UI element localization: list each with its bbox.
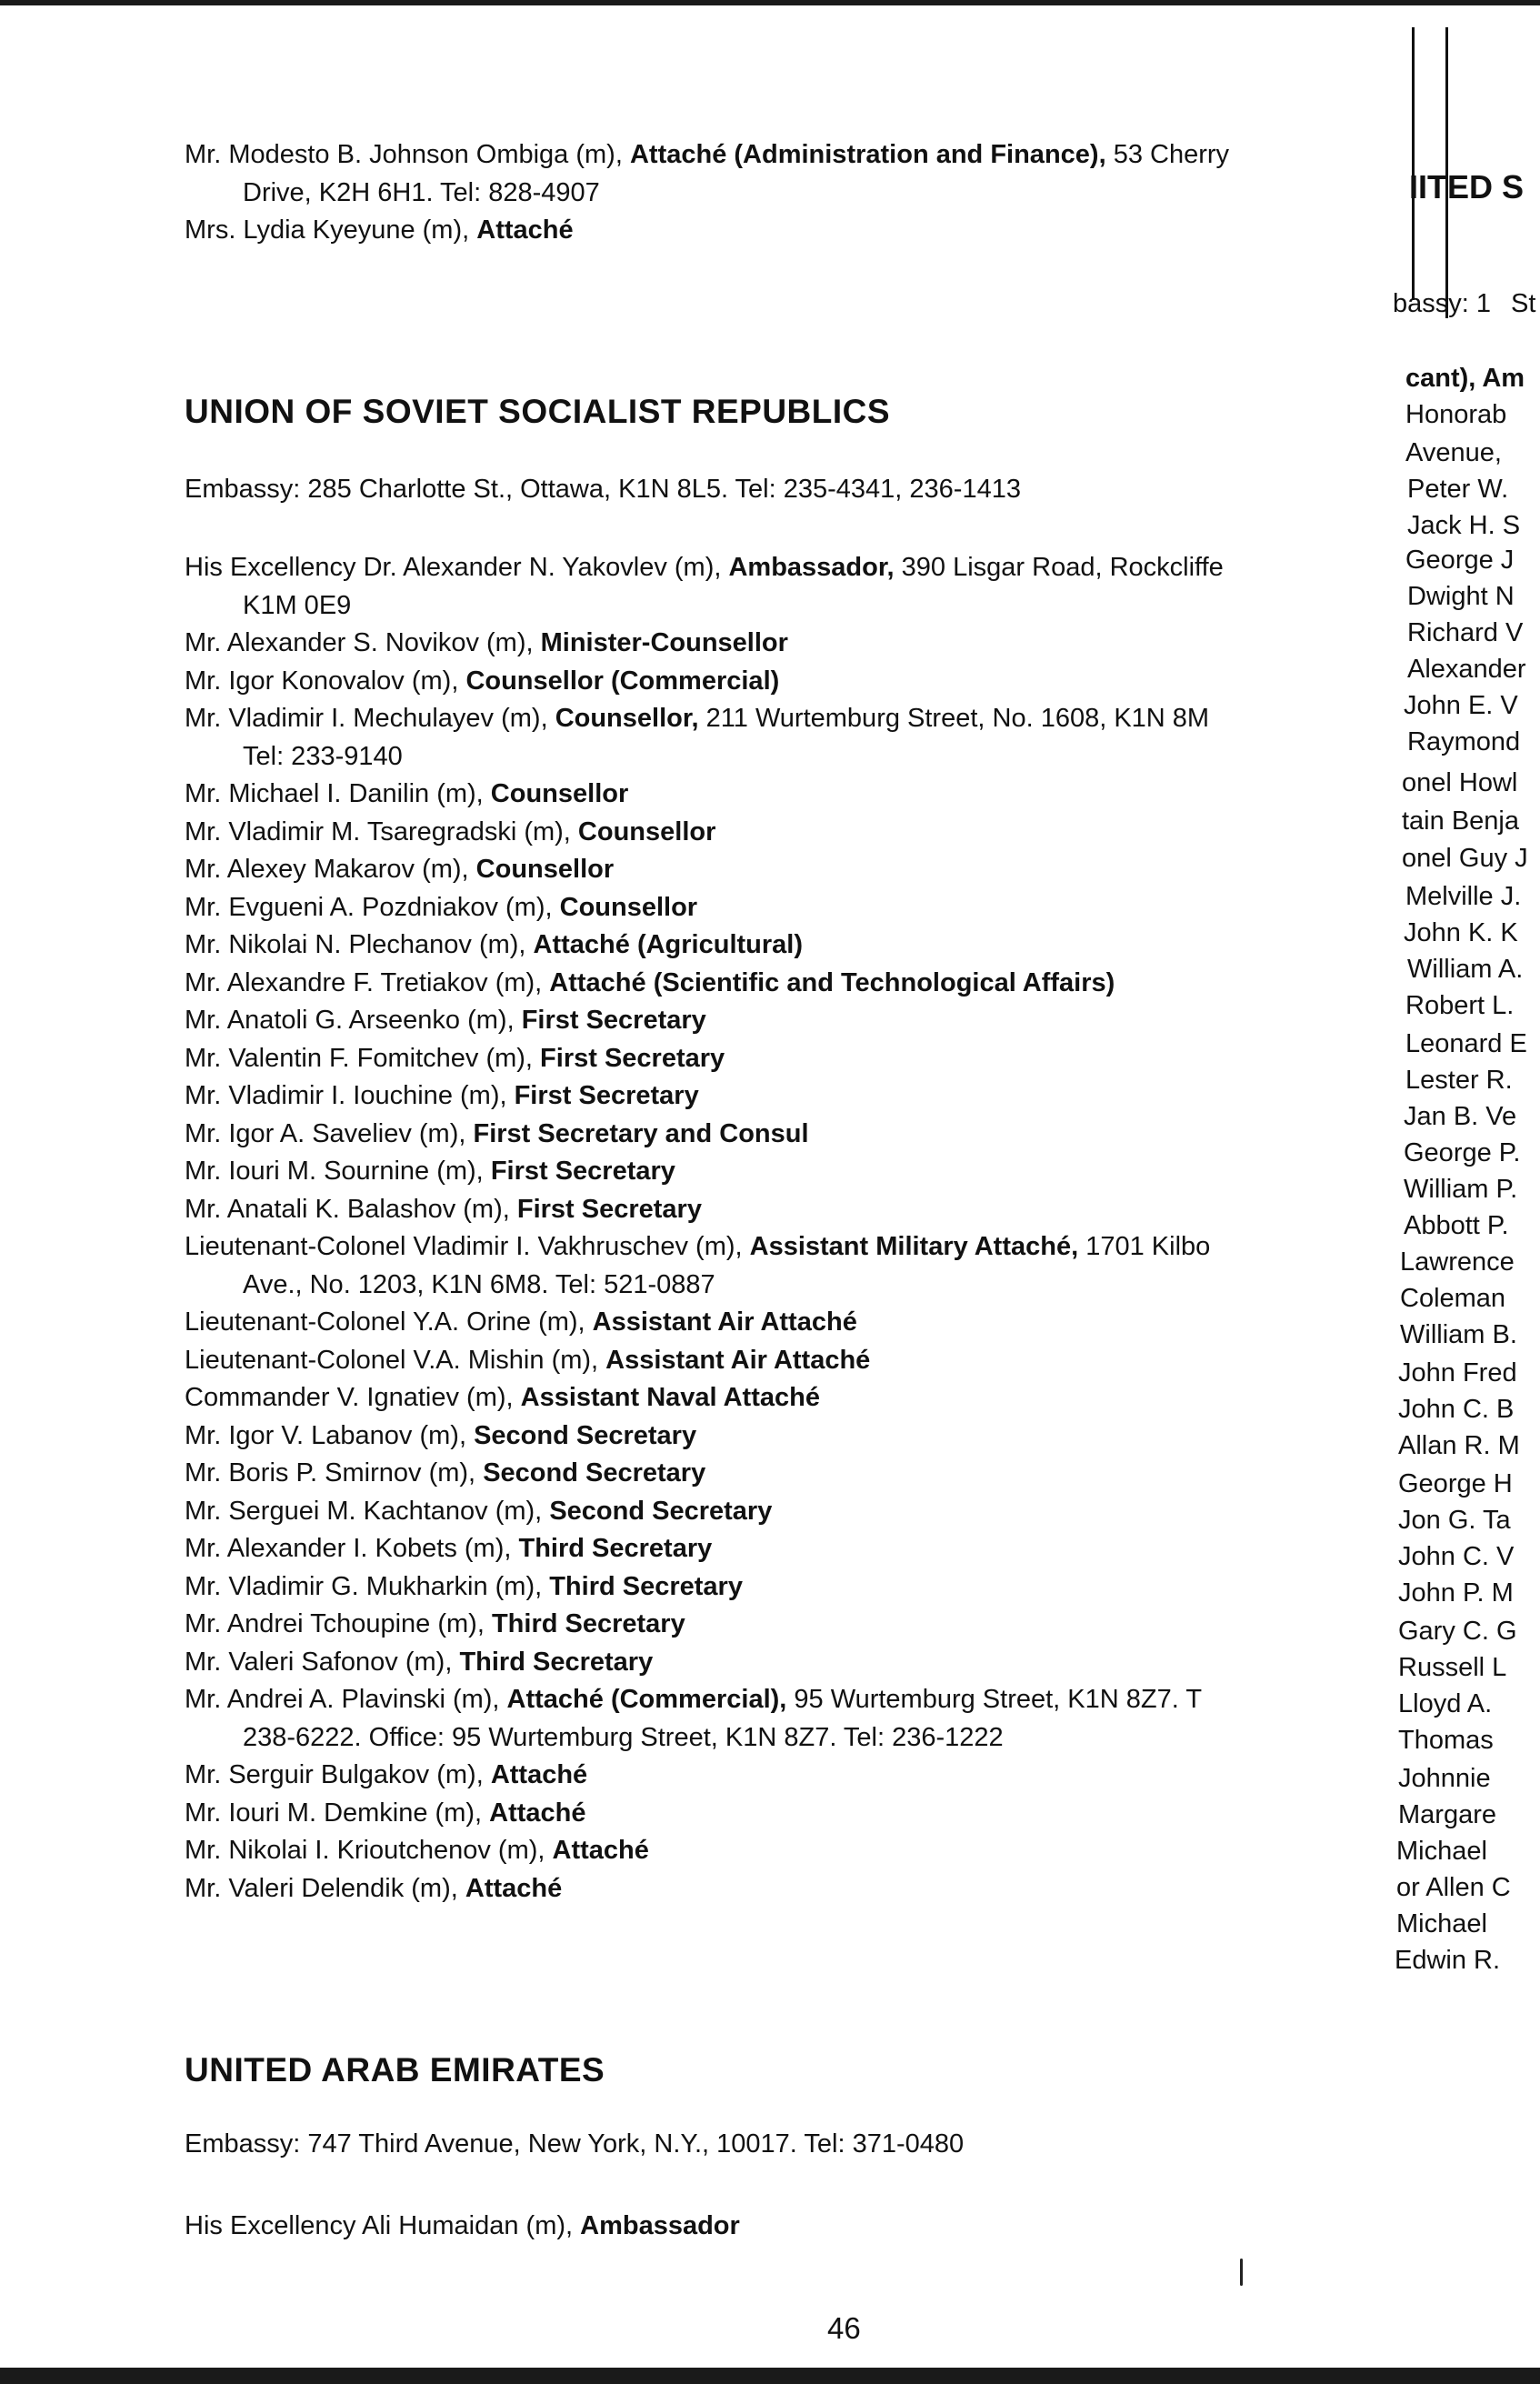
entry-name: Mr. Iouri M. Sournine (m), xyxy=(185,1157,491,1186)
staff-entry xyxy=(185,1681,1385,1757)
entry-name: Mr. Nikolai I. Krioutchenov (m), xyxy=(185,1836,553,1865)
fragment-line: John C. B xyxy=(1398,1395,1515,1424)
entry-name: Mr. Alexander I. Kobets (m), xyxy=(185,1534,519,1563)
fragment-line: Peter W. xyxy=(1407,475,1509,504)
entry-name: Mr. Alexandre F. Tretiakov (m), xyxy=(185,967,550,997)
fragment-line: onel Howl xyxy=(1402,768,1518,797)
fragment-line: Richard V xyxy=(1407,618,1524,647)
fragment-line: John Fred xyxy=(1398,1358,1517,1387)
entry-title: First Secretary xyxy=(521,1006,706,1035)
fragment-line: Jon G. Ta xyxy=(1398,1506,1511,1535)
fragment-line: Thomas xyxy=(1398,1726,1494,1755)
fragment-line: George P. xyxy=(1404,1138,1521,1167)
entry-name: Mr. Valeri Safonov (m), xyxy=(185,1647,460,1677)
staff-entry xyxy=(185,1493,1385,1531)
fragment-line: Leonard E xyxy=(1405,1029,1527,1058)
entry-name: His Excellency Ali Humaidan (m), xyxy=(185,2211,581,2240)
staff-entry xyxy=(185,1757,1385,1795)
fragment-line: Margare xyxy=(1398,1800,1496,1829)
entry-title: Counsellor (Commercial) xyxy=(465,666,780,696)
entry-title: Attaché xyxy=(476,215,574,245)
fragment-line: William A. xyxy=(1407,955,1524,984)
entry-title: Third Secretary xyxy=(518,1534,713,1563)
fragment-line: George H xyxy=(1398,1469,1513,1498)
entry-title: Assistant Air Attaché xyxy=(592,1307,857,1337)
fragment-line: Coleman xyxy=(1400,1284,1506,1313)
fragment-line: Honorab xyxy=(1405,400,1507,429)
entry-title: Assistant Air Attaché xyxy=(605,1345,871,1375)
fragment-line: Jan B. Ve xyxy=(1404,1102,1517,1131)
entry-title: Counsellor, xyxy=(555,704,699,733)
staff-entry xyxy=(185,1379,1385,1417)
staff-entry xyxy=(185,889,1385,927)
entry-name: Mr. Valentin F. Fomitchev (m), xyxy=(185,1043,541,1073)
page-number: 46 xyxy=(827,2311,861,2345)
entry-name: Mr. Vladimir I. Iouchine (m), xyxy=(185,1081,515,1110)
entry-name: Mr. Modesto B. Johnson Ombiga (m), xyxy=(185,140,630,169)
entry-title: Ambassador, xyxy=(728,553,895,582)
entry-title: Second Secretary xyxy=(474,1420,697,1450)
staff-entry xyxy=(185,1116,1385,1154)
staff-entry xyxy=(185,1040,1385,1078)
entry-name: Mr. Igor A. Saveliev (m), xyxy=(185,1118,474,1148)
entry-continuation: Ave., No. 1203, K1N 6M8. Tel: 521-0887 xyxy=(243,1269,715,1299)
staff-entry xyxy=(185,1342,1385,1380)
entry-address: 1701 Kilbo xyxy=(1078,1232,1211,1261)
entry-name: Commander V. Ignatiev (m), xyxy=(185,1383,521,1412)
fragment-line: Johnnie xyxy=(1398,1764,1491,1793)
entry-name: Mr. Michael I. Danilin (m), xyxy=(185,779,491,808)
fragment-line: Alexander xyxy=(1407,655,1526,684)
section-heading-uae: UNITED ARAB EMIRATES xyxy=(185,2051,605,2089)
entry-name: Lieutenant-Colonel Vladimir I. Vakhruschev (m), xyxy=(185,1232,750,1261)
entry-title: Counsellor xyxy=(490,779,629,808)
fragment-line: Dwight N xyxy=(1407,582,1515,611)
entry-name: Mr. Serguei M. Kachtanov (m), xyxy=(185,1496,550,1526)
staff-entry xyxy=(185,776,1385,814)
fragment-line: Jack H. S xyxy=(1407,511,1521,540)
staff-entry xyxy=(185,1795,1385,1833)
fragment-line: William B. xyxy=(1400,1320,1517,1349)
staff-entry xyxy=(185,851,1385,889)
entry-name: Mr. Serguir Bulgakov (m), xyxy=(185,1760,491,1789)
embassy-address-ussr: Embassy: 285 Charlotte St., Ottawa, K1N 8L5. Tel: 235-4341, 236-1413 xyxy=(185,475,1021,504)
entry-title: Ambassador xyxy=(580,2211,740,2240)
ussr-staff-list xyxy=(185,549,1385,1908)
entry-title: Third Secretary xyxy=(549,1571,743,1601)
staff-entry xyxy=(185,1568,1385,1607)
entry-continuation: Tel: 233-9140 xyxy=(243,741,403,771)
fragment-line: Avenue, xyxy=(1405,438,1502,467)
staff-entry xyxy=(185,814,1385,852)
fragment-line: George J xyxy=(1405,546,1515,575)
fragment-line: Michael xyxy=(1396,1837,1487,1866)
entry-title: Minister-Counsellor xyxy=(540,628,788,657)
fragment-line: Robert L. xyxy=(1405,991,1515,1020)
fragment-line: John E. V xyxy=(1404,691,1518,720)
entry-title: Second Secretary xyxy=(483,1458,706,1487)
staff-entry xyxy=(185,1228,1385,1304)
fragment-line: Gary C. G xyxy=(1398,1617,1517,1646)
entry-title: Counsellor xyxy=(577,816,716,846)
entry-name: Mr. Igor V. Labanov (m), xyxy=(185,1420,475,1450)
page-bottom-edge xyxy=(0,2368,1540,2384)
entry-name: Mr. Andrei Tchoupine (m), xyxy=(185,1609,492,1638)
entry-name: Mr. Alexander S. Novikov (m), xyxy=(185,628,541,657)
entry-name: Mr. Igor Konovalov (m), xyxy=(185,666,466,696)
fragment-line: Michael xyxy=(1396,1909,1487,1938)
entry-title: Assistant Military Attaché, xyxy=(749,1232,1079,1261)
staff-entry xyxy=(185,1455,1385,1493)
entry-continuation: 238-6222. Office: 95 Wurtemburg Street, K1N 8Z7. Tel: 236-1222 xyxy=(243,1722,1004,1752)
entry-name: His Excellency Dr. Alexander N. Yakovlev (m), xyxy=(185,553,729,582)
fragment-line: Allan R. M xyxy=(1398,1431,1520,1460)
fragment-line: Lloyd A. xyxy=(1398,1689,1493,1718)
entry-title: Attaché (Commercial), xyxy=(506,1685,787,1714)
entry-title: Second Secretary xyxy=(549,1496,773,1526)
entry-name: Lieutenant-Colonel Y.A. Orine (m), xyxy=(185,1307,593,1337)
entry-title: Attaché (Agricultural) xyxy=(533,930,804,959)
entry-address: 53 Cherry xyxy=(1105,140,1230,169)
fragment-line: onel Guy J xyxy=(1402,844,1528,873)
fragment-line: Edwin R. xyxy=(1395,1946,1501,1975)
entry-name: Mr. Iouri M. Demkine (m), xyxy=(185,1798,490,1828)
entry-title: Attaché xyxy=(552,1836,649,1865)
entry-title: First Secretary xyxy=(514,1081,699,1110)
staff-entry xyxy=(185,965,1385,1003)
entry-name: Mr. Boris P. Smirnov (m), xyxy=(185,1458,484,1487)
entry-name: Mr. Vladimir I. Mechulayev (m), xyxy=(185,704,555,733)
fragment-line: Raymond xyxy=(1407,727,1521,756)
fragment-line: Lawrence xyxy=(1400,1247,1515,1277)
staff-entry xyxy=(185,1832,1385,1870)
entry-title: Third Secretary xyxy=(491,1609,685,1638)
section-heading-ussr: UNION OF SOVIET SOCIALIST REPUBLICS xyxy=(185,393,891,430)
fragment-line: Lester R. xyxy=(1405,1066,1513,1095)
staff-entry xyxy=(185,1002,1385,1040)
entry-address: 211 Wurtemburg Street, No. 1608, K1N 8M xyxy=(698,704,1210,733)
fragment-line: IITED S xyxy=(1409,168,1525,205)
entry-title: First Secretary xyxy=(516,1194,702,1224)
embassy-address-uae: Embassy: 747 Third Avenue, New York, N.Y., 10017. Tel: 371-0480 xyxy=(185,2129,965,2159)
entry-name: Mr. Valeri Delendik (m), xyxy=(185,1873,465,1903)
entry-name: Mr. Alexey Makarov (m), xyxy=(185,855,476,884)
entry-title: Counsellor xyxy=(559,892,698,922)
staff-entry xyxy=(185,927,1385,965)
entry-humaidan xyxy=(185,2211,740,2241)
entry-name: Lieutenant-Colonel V.A. Mishin (m), xyxy=(185,1345,606,1375)
fragment-line: cant), Am xyxy=(1405,364,1525,393)
entry-title: Attaché xyxy=(489,1798,586,1828)
entry-name: Mr. Anatoli G. Arseenko (m), xyxy=(185,1006,522,1035)
staff-entry xyxy=(185,1644,1385,1682)
entry-name: Mrs. Lydia Kyeyune (m), xyxy=(185,215,477,245)
entry-title: Assistant Naval Attaché xyxy=(520,1383,820,1412)
top-entries xyxy=(185,136,1385,250)
entry-name: Mr. Evgueni A. Pozdniakov (m), xyxy=(185,892,560,922)
fragment-line: Abbott P. xyxy=(1404,1211,1509,1240)
staff-entry xyxy=(185,1153,1385,1191)
entry-title: First Secretary and Consul xyxy=(473,1118,809,1148)
fragment-line: William P. xyxy=(1404,1175,1518,1204)
entry-name: Mr. Anatali K. Balashov (m), xyxy=(185,1194,517,1224)
staff-entry xyxy=(185,1606,1385,1644)
staff-entry xyxy=(185,549,1385,625)
entry-name: Mr. Nikolai N. Plechanov (m), xyxy=(185,930,534,959)
staff-entry xyxy=(185,1870,1385,1908)
entry-kyeyune xyxy=(185,212,1385,250)
staff-entry xyxy=(185,625,1385,663)
entry-name: Mr. Vladimir G. Mukharkin (m), xyxy=(185,1571,550,1601)
staff-entry xyxy=(185,700,1385,776)
adjacent-page-fragment xyxy=(1393,0,1540,2368)
entry-title: First Secretary xyxy=(490,1157,675,1186)
page-top-edge xyxy=(0,0,1540,5)
fragment-line: John K. K xyxy=(1404,918,1518,947)
fragment-line: Melville J. xyxy=(1405,882,1522,911)
fragment-line: tain Benja xyxy=(1402,806,1519,836)
entry-name: Mr. Vladimir M. Tsaregradski (m), xyxy=(185,816,578,846)
fragment-line: Russell L xyxy=(1398,1653,1507,1682)
entry-title: Attaché (Scientific and Technological Affairs) xyxy=(549,967,1115,997)
fragment-line: John C. V xyxy=(1398,1542,1515,1571)
entry-title: Third Secretary xyxy=(459,1647,654,1677)
staff-entry xyxy=(185,1077,1385,1116)
entry-continuation: K1M 0E9 xyxy=(243,590,352,620)
entry-address: 390 Lisgar Road, Rockcliffe xyxy=(894,553,1224,582)
fragment-line: bassy: 1 xyxy=(1393,289,1491,318)
fragment-line: St xyxy=(1511,289,1536,318)
entry-title: Attaché xyxy=(465,1873,563,1903)
fragment-line: or Allen C xyxy=(1396,1873,1511,1902)
scan-mark xyxy=(1240,2259,1243,2286)
staff-entry xyxy=(185,663,1385,701)
staff-entry xyxy=(185,1191,1385,1229)
staff-entry xyxy=(185,1530,1385,1568)
entry-title: Attaché (Administration and Finance), xyxy=(629,140,1106,169)
entry-ombiga xyxy=(185,136,1385,212)
entry-name: Mr. Andrei A. Plavinski (m), xyxy=(185,1685,507,1714)
entry-title: Counsellor xyxy=(475,855,615,884)
staff-entry xyxy=(185,1417,1385,1456)
entry-continuation: Drive, K2H 6H1. Tel: 828-4907 xyxy=(243,177,600,207)
entry-title: Attaché xyxy=(490,1760,588,1789)
entry-address: 95 Wurtemburg Street, K1N 8Z7. T xyxy=(786,1685,1203,1714)
entry-title: First Secretary xyxy=(540,1043,725,1073)
staff-entry xyxy=(185,1304,1385,1342)
fragment-line: John P. M xyxy=(1398,1578,1514,1608)
